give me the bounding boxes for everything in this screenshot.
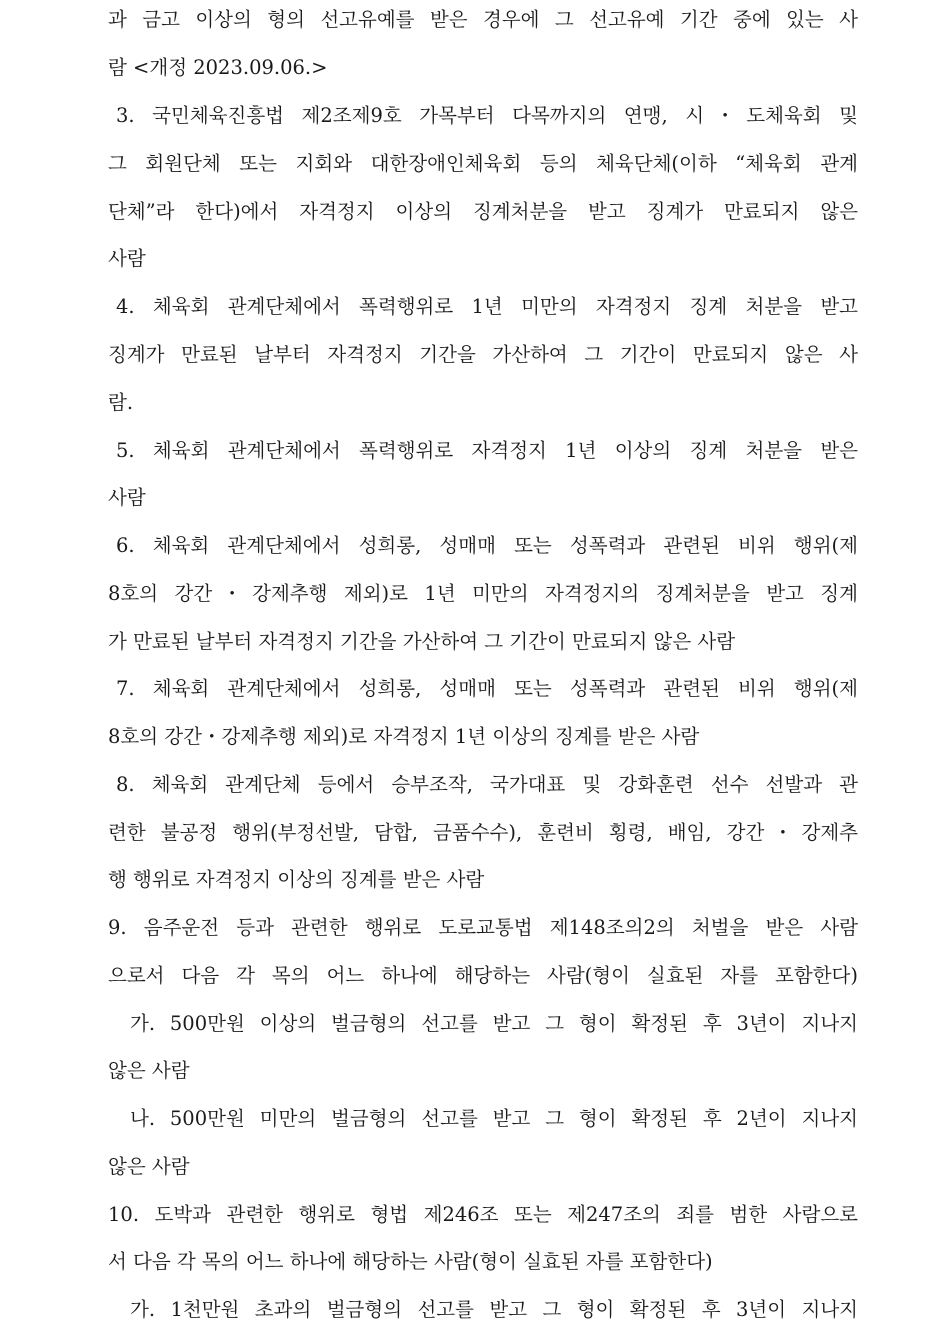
text-line: 과 금고 이상의 형의 선고유예를 받은 경우에 그 선고유예 기간 중에 있는 사 xyxy=(108,8,858,31)
text-line: 사람 xyxy=(108,247,146,270)
text-line: 10. 도박과 관련한 행위로 형법 제246조 또는 제247조의 죄를 범한 사람으로 xyxy=(108,1203,858,1226)
text-line: 8호의 강간・강제추행 제외)로 1년 미만의 자격정지의 징계처분을 받고 징계 xyxy=(108,582,858,605)
text-line: 징계가 만료된 날부터 자격정지 기간을 가산하여 그 기간이 만료되지 않은 사 xyxy=(108,343,858,366)
text-line: 단체”라 한다)에서 자격정지 이상의 징계처분을 받고 징계가 만료되지 않은 xyxy=(108,200,858,223)
text-line: 3. 국민체육진흥법 제2조제9호 가목부터 다목까지의 연맹, 시・도체육회 및 xyxy=(116,104,858,127)
text-line: 6. 체육회 관계단체에서 성희롱, 성매매 또는 성폭력과 관련된 비위 행위(제 xyxy=(116,534,858,557)
text-line: 련한 불공정 행위(부정선발, 담합, 금품수수), 훈련비 횡령, 배임, 강간・강제추 xyxy=(108,821,858,844)
text-line: 4. 체육회 관계단체에서 폭력행위로 1년 미만의 자격정지 징계 처분을 받고 xyxy=(116,295,858,318)
text-line: 않은 사람 xyxy=(108,1059,190,1082)
text-line: 않은 사람 xyxy=(108,1155,190,1178)
text-line: 8호의 강간・강제추행 제외)로 자격정지 1년 이상의 징계를 받은 사람 xyxy=(108,725,700,748)
text-line: 으로서 다음 각 목의 어느 하나에 해당하는 사람(형이 실효된 자를 포함한다) xyxy=(108,964,858,987)
text-line: 행 행위로 자격정지 이상의 징계를 받은 사람 xyxy=(108,868,485,891)
text-line: 그 회원단체 또는 지회와 대한장애인체육회 등의 체육단체(이하 “체육회 관계 xyxy=(108,152,858,175)
text-line: 8. 체육회 관계단체 등에서 승부조작, 국가대표 및 강화훈련 선수 선발과 관 xyxy=(116,773,858,796)
text-line: 9. 음주운전 등과 관련한 행위로 도로교통법 제148조의2의 처벌을 받은 사람 xyxy=(108,916,858,939)
text-line: 서 다음 각 목의 어느 하나에 해당하는 사람(형이 실효된 자를 포함한다) xyxy=(108,1250,713,1273)
text-line: 가 만료된 날부터 자격정지 기간을 가산하여 그 기간이 만료되지 않은 사람 xyxy=(108,630,736,653)
text-line: 나. 500만원 미만의 벌금형의 선고를 받고 그 형이 확정된 후 2년이 지나지 xyxy=(130,1107,858,1130)
text-line: 람 <개정 2023.09.06.> xyxy=(108,56,328,79)
text-line: 가. 1천만원 초과의 벌금형의 선고를 받고 그 형이 확정된 후 3년이 지나지 xyxy=(130,1298,858,1321)
text-line: 사람 xyxy=(108,486,146,509)
text-line: 7. 체육회 관계단체에서 성희롱, 성매매 또는 성폭력과 관련된 비위 행위(제 xyxy=(116,677,858,700)
text-line: 람. xyxy=(108,391,134,414)
text-line: 5. 체육회 관계단체에서 폭력행위로 자격정지 1년 이상의 징계 처분을 받은 xyxy=(116,439,858,462)
text-line: 가. 500만원 이상의 벌금형의 선고를 받고 그 형이 확정된 후 3년이 지나지 xyxy=(130,1012,858,1035)
